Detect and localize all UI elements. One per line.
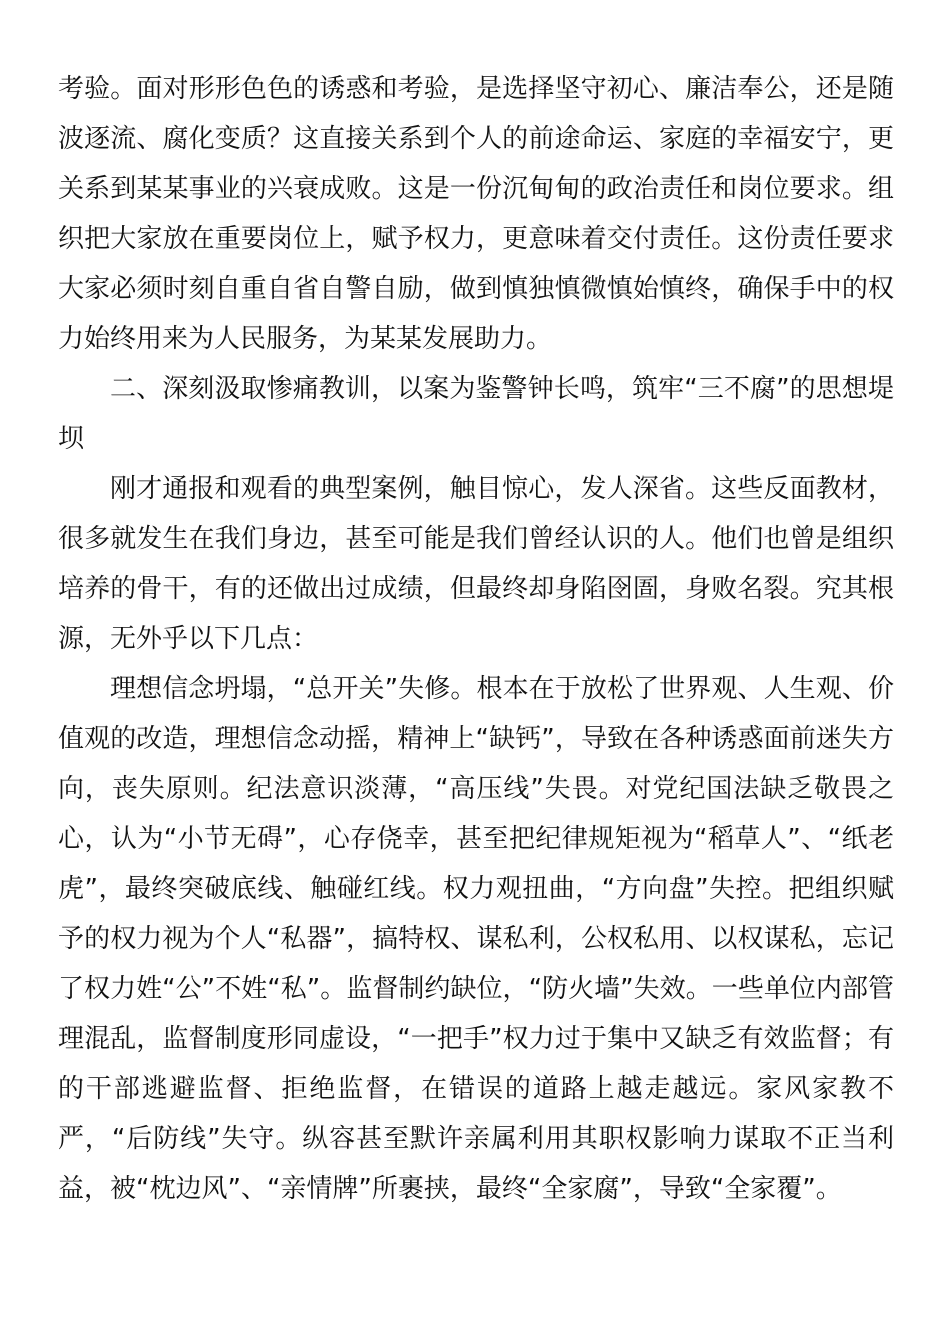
paragraph-continuation: 考验。面对形形色色的诱惑和考验，是选择坚守初心、廉洁奉公，还是随波逐流、腐化变质？这直接关系到个人的前途命运、家庭的幸福安宁，更关系到某某事业的兴衰成败。这是一份沉甸甸的政治责任和岗位要求。组织把大家放在重要岗位上，赋予权力，更意味着交付责任。这份责任要求大家必须时刻自重自省自警自励，做到慎独慎微慎始慎终，确保手中的权力始终用来为人民服务，为某某发展助力。 [58, 74, 894, 354]
document-body [58, 64, 894, 1214]
paragraph-case-intro: 刚才通报和观看的典型案例，触目惊心，发人深省。这些反面教材，很多就发生在我们身边，甚至可能是我们曾经认识的人。他们也曾是组织培养的骨干，有的还做出过成绩，但最终却身陷囹圄，身败名裂。究其根源，无外乎以下几点： [58, 474, 894, 654]
paragraph-causes: 理想信念坍塌，“总开关”失修。根本在于放松了世界观、人生观、价值观的改造，理想信念动摇，精神上“缺钙”，导致在各种诱惑面前迷失方向，丧失原则。纪法意识淡薄，“高压线”失畏。对党纪国法缺乏敬畏之心，认为“小节无碍”，心存侥幸，甚至把纪律规矩视为“稻草人”、“纸老虎”，最终突破底线、触碰红线。权力观扭曲，“方向盘”失控。把组织赋予的权力视为个人“私器”，搞特权、谋私利，公权私用、以权谋私，忘记了权力姓“公”不姓“私”。监督制约缺位，“防火墙”失效。一些单位内部管理混乱，监督制度形同虚设，“一把手”权力过于集中又缺乏有效监督；有的干部逃避监督、拒绝监督，在错误的道路上越走越远。家风家教不严，“后防线”失守。纵容甚至默许亲属利用其职权影响力谋取不正当利益，被“枕边风”、“亲情牌”所裹挟，最终“全家腐”，导致“全家覆”。 [58, 674, 894, 1204]
section-heading: 二、深刻汲取惨痛教训，以案为鉴警钟长鸣，筑牢“三不腐”的思想堤坝 [58, 374, 894, 454]
